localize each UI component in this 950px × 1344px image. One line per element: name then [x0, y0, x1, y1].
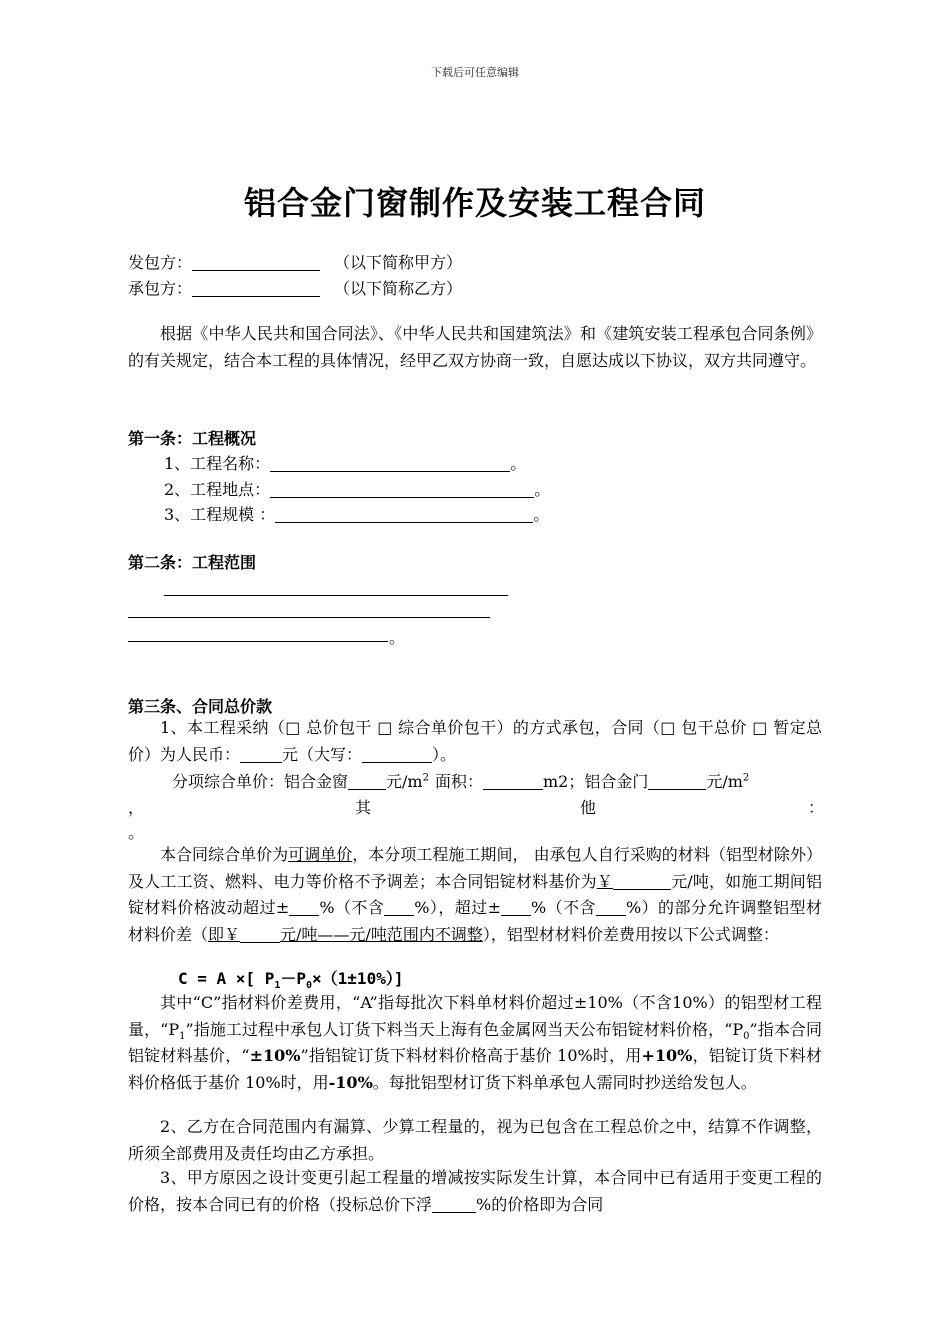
- adjustment-paragraph: [128, 842, 822, 948]
- expl-text: ”指铝锭订货下料材料价格高于基价 10%时，用: [300, 1046, 642, 1065]
- base-price-blank[interactable]: [613, 872, 671, 890]
- unit-text: m2；铝合金门: [542, 772, 649, 791]
- scope-blank-line-3[interactable]: [128, 641, 388, 642]
- total-price-blank[interactable]: [240, 745, 282, 763]
- range-text: 即￥: [208, 924, 241, 944]
- expl-bold: -10%: [328, 1072, 373, 1092]
- contractor-line: [128, 276, 462, 299]
- expl-sub: 0: [743, 1030, 750, 1042]
- scope-end: 。: [389, 628, 406, 647]
- total-price-words-blank[interactable]: [362, 745, 432, 763]
- article1-heading: 第一条：工程概况: [128, 429, 257, 448]
- adj-text: %（不含: [319, 898, 385, 917]
- p1-text-b: 元（大写：: [282, 744, 363, 764]
- contractor-suffix: （以下简称乙方）: [334, 279, 463, 298]
- fluctuation-blank-1[interactable]: [289, 898, 319, 916]
- fluctuation-blank-4[interactable]: [596, 898, 626, 916]
- header-note: 下载后可任意编辑: [431, 66, 519, 79]
- employer-label: 发包方：: [128, 253, 193, 272]
- adj-text: 元/吨，如施工期间铝锭材料价格波动超过±: [128, 871, 822, 917]
- expl-text: ，铝锭订货下料材料价格低于基价 10%时，用: [128, 1046, 822, 1092]
- article2-heading: 第二条：工程范围: [128, 553, 257, 572]
- formula-part: ×（1±10%）]: [312, 969, 404, 988]
- others-char-1: 其: [355, 798, 372, 817]
- article1-item-scale: [164, 502, 549, 525]
- preamble-paragraph: 根据《中华人民共和国合同法》、《中华人民共和国建筑法》和《建筑安装工程承包合同条例》的有关规定，结合本工程的具体情况，经甲乙双方协商一致，自愿达成以下协议，双方共同遵守。: [128, 324, 822, 370]
- unit-sup: 2: [742, 772, 750, 784]
- document-title: 铝合金门窗制作及安装工程合同: [243, 184, 706, 222]
- unit-text: 元/m: [706, 772, 743, 791]
- item-end: 。: [533, 505, 550, 524]
- window-price-blank[interactable]: [348, 772, 386, 790]
- fluctuation-blank-2[interactable]: [384, 898, 414, 916]
- expl-bold: +10%: [641, 1046, 693, 1065]
- item-label: 1、工程名称：: [164, 454, 271, 473]
- project-name-blank[interactable]: [270, 454, 510, 472]
- adj-text: ），铝型材材料价差费用按以下公式调整：: [482, 924, 779, 944]
- formula-sub: 0: [306, 980, 313, 992]
- formula-part: －P: [280, 969, 306, 988]
- contractor-label: 承包方：: [128, 279, 193, 298]
- article3-paragraph-3: [128, 1165, 822, 1218]
- employer-line: [128, 250, 462, 273]
- area-blank[interactable]: [483, 772, 543, 790]
- expl-sub: 1: [179, 1030, 186, 1042]
- project-location-blank[interactable]: [270, 480, 534, 498]
- adj-text: 本合同综合单价为: [160, 845, 289, 864]
- p1-text: 1、本工程采纳（□ 总价包干 □ 综合单价包干）的方式承包，合同（□ 包干总价 □ 暂定总价）为人民币：: [128, 718, 822, 764]
- expl-bold: ±10%: [249, 1046, 301, 1065]
- formula-explanation: [128, 990, 822, 1096]
- others-char-2: 他: [580, 798, 597, 817]
- p3-text-b: %的价格即为合同: [476, 1194, 604, 1214]
- scope-blank-line-2[interactable]: [128, 617, 490, 618]
- others-colon: ：: [808, 798, 825, 817]
- price-formula: [178, 966, 404, 992]
- article3-paragraph-1: [128, 715, 822, 768]
- unit-sup: 2: [422, 772, 429, 784]
- contractor-blank[interactable]: [192, 279, 320, 297]
- adj-text: %），超过±: [414, 898, 502, 917]
- unit-text: 面积：: [434, 772, 483, 791]
- unit-text: 元/m: [386, 772, 423, 791]
- others-comma: ，: [128, 798, 145, 817]
- unit-text: 分项综合单价：铝合金窗: [172, 772, 349, 791]
- article1-item-name: [164, 451, 526, 474]
- article3-heading: 第三条、合同总价款: [128, 697, 273, 716]
- p1-text-c: ）。: [432, 744, 457, 764]
- item-label: 3、工程规模 ：: [164, 505, 276, 524]
- range-price-blank[interactable]: [240, 925, 280, 943]
- adj-text: %（不含: [531, 898, 596, 917]
- others-end: 。: [128, 823, 145, 842]
- article1-item-location: [164, 477, 550, 500]
- item-label: 2、工程地点：: [164, 480, 271, 499]
- expl-text: ”指本合同铝锭材料基价，“: [128, 1019, 822, 1065]
- article3-paragraph-2: 2、乙方在合同范围内有漏算、少算工程量的，视为已包含在工程总价之中，结算不作调整，所须全部费用及责任均由乙方承担。: [128, 1117, 822, 1163]
- expl-text: 其中“C”指材料价差费用，“A”指每批次下料单材料价超过±10%（不含10%）的铝型材工程量，“P: [128, 993, 822, 1039]
- item-end: 。: [534, 480, 551, 499]
- fluctuation-blank-3[interactable]: [501, 898, 531, 916]
- currency-symbol: ￥: [596, 871, 613, 891]
- expl-text: ”指施工过程中承包人订货下料当天上海有色金属网当天公布铝锭材料价格，“P: [185, 1019, 744, 1039]
- employer-suffix: （以下简称甲方）: [334, 253, 463, 272]
- discount-blank[interactable]: [432, 1195, 476, 1213]
- scope-blank-line-1[interactable]: [164, 595, 508, 596]
- p3-text: 3、甲方原因之设计变更引起工程量的增减按实际发生计算，本合同中已有适用于变更工程的价格，按本合同已有的价格（投标总价下浮: [128, 1168, 822, 1214]
- project-scale-blank[interactable]: [275, 505, 533, 523]
- door-price-blank[interactable]: [648, 772, 706, 790]
- adj-text: %）的部分允许调整铝型材材料价差（: [128, 898, 822, 944]
- formula-part: C = A ×[ P: [178, 969, 275, 988]
- item-end: 。: [510, 454, 527, 473]
- expl-text: 。每批铝型材订货下料单承包人需同时抄送给发包人。: [372, 1072, 757, 1092]
- formula-sub: 1: [274, 980, 281, 992]
- adj-text: ，本分项工程施工期间， 由承包人自行采购的材料（铝型材除外）及人工工资、燃料、电力等价格不予调差；本合同铝锭材料基价为: [128, 845, 822, 891]
- range-text: 元/吨——元/吨范围内不调整: [280, 924, 483, 944]
- employer-blank[interactable]: [192, 253, 320, 271]
- adjustable-price-term: 可调单价: [288, 845, 353, 864]
- unit-price-line: [172, 769, 749, 792]
